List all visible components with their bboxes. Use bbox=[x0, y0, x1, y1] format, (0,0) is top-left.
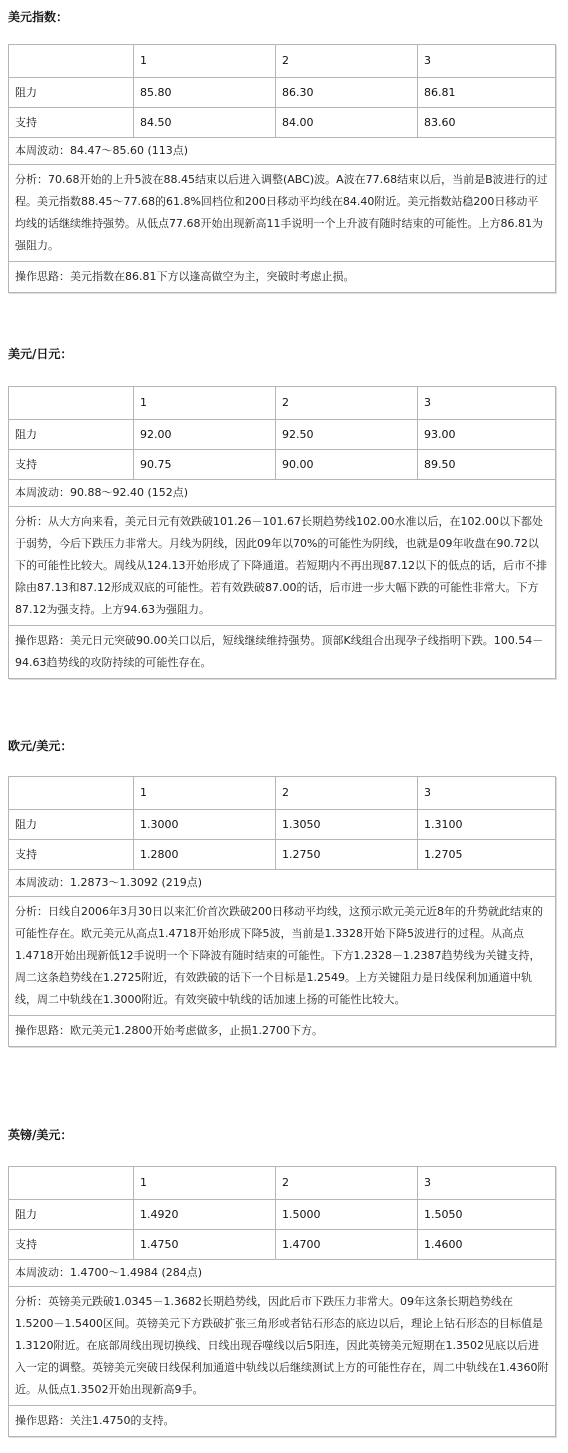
header-cell: 1 bbox=[133, 387, 275, 419]
support-row bbox=[9, 449, 555, 479]
support-row bbox=[9, 1229, 555, 1259]
table-cell: 1.2750 bbox=[275, 840, 417, 869]
strategy-text: 操作思路：欧元美元1.2800开始考虑做多，止损1.2700下方。 bbox=[15, 1024, 323, 1037]
support-row bbox=[9, 107, 555, 137]
resistance-row bbox=[9, 419, 555, 449]
table-cell: 1.2800 bbox=[133, 840, 275, 869]
row-label: 支持 bbox=[15, 847, 37, 861]
header-cell: 1 bbox=[133, 777, 275, 809]
resistance-row bbox=[9, 1199, 555, 1229]
table-header-row bbox=[9, 1167, 555, 1199]
header-cell: 2 bbox=[275, 387, 417, 419]
analysis-row bbox=[9, 164, 555, 261]
table-cell: 1.5050 bbox=[417, 1200, 555, 1229]
quote-table-usd-jpy bbox=[8, 386, 556, 679]
analysis-text: 分析：英镑美元跌破1.0345－1.3682长期趋势线，因此后市下跌压力非常大。09年这条长期趋势线在1.5200－1.5400区间。英镑美元下方跌破扩张三角形或者钻石形态的底边以后，理论上钻石形态的目标值是1.3120附近。在底部周线出现切换线、日线出现吞噬线以后5阳连，因此英镑美元短期在1.3502见底以后进入一定的调整。英镑美元突破日线保利加通道中轨线以后继续测试上方的可能性存在，周二中轨线在1.4360附近。从低点1.3502开始出现新高9手。 bbox=[15, 1295, 549, 1396]
header-cell bbox=[9, 387, 133, 419]
table-cell: 1.4600 bbox=[417, 1230, 555, 1259]
strategy-text: 操作思路：美元指数在86.81下方以逢高做空为主，突破时考虑止损。 bbox=[15, 270, 355, 283]
header-cell: 1 bbox=[133, 45, 275, 77]
row-label: 支持 bbox=[15, 457, 37, 471]
table-cell: 90.75 bbox=[133, 450, 275, 479]
header-cell bbox=[9, 1167, 133, 1199]
row-label: 支持 bbox=[15, 1237, 37, 1251]
section-title-eur-usd: 欧元/美元： bbox=[8, 739, 73, 753]
table-cell: 84.00 bbox=[275, 108, 417, 137]
resistance-row bbox=[9, 809, 555, 839]
section-title-usd-jpy: 美元/日元： bbox=[8, 347, 73, 361]
strategy-text: 操作思路：关注1.4750的支持。 bbox=[15, 1414, 175, 1427]
weekly-range-row bbox=[9, 479, 555, 506]
header-cell: 2 bbox=[275, 777, 417, 809]
analysis-row bbox=[9, 896, 555, 1015]
table-cell: 92.50 bbox=[275, 420, 417, 449]
weekly-range-row bbox=[9, 1259, 555, 1286]
table-header-row bbox=[9, 45, 555, 77]
table-cell: 1.5000 bbox=[275, 1200, 417, 1229]
header-cell bbox=[9, 45, 133, 77]
table-cell: 86.81 bbox=[417, 78, 555, 107]
analysis-text: 分析：70.68开始的上升5波在88.45结束以后进入调整(ABC)波。A波在77.68结束以后，当前是B波进行的过程。美元指数88.45～77.68的61.8%回档位和200日移动平均线在84.40附近。美元指数站稳200日移动平均线的话继续维持强势。从低点77.68开始出现新高11手说明一个上升波有随时结束的可能性。上方86.81为强阻力。 bbox=[15, 173, 548, 252]
quote-table-usd-index bbox=[8, 44, 556, 293]
header-cell bbox=[9, 777, 133, 809]
row-label: 阻力 bbox=[15, 427, 37, 441]
strategy-row bbox=[9, 1015, 555, 1046]
table-cell: 1.4920 bbox=[133, 1200, 275, 1229]
table-cell: 1.2705 bbox=[417, 840, 555, 869]
quote-table-gbp-usd bbox=[8, 1166, 556, 1437]
strategy-row bbox=[9, 261, 555, 292]
table-cell: 92.00 bbox=[133, 420, 275, 449]
row-label: 支持 bbox=[15, 115, 37, 129]
weekly-range: 本周波动：1.4700～1.4984 (284点) bbox=[15, 1266, 203, 1279]
table-cell: 1.4750 bbox=[133, 1230, 275, 1259]
section-title-usd-index: 美元指数： bbox=[8, 10, 69, 24]
header-cell: 3 bbox=[417, 777, 555, 809]
table-cell: 89.50 bbox=[417, 450, 555, 479]
table-header-row bbox=[9, 387, 555, 419]
row-label: 阻力 bbox=[15, 1207, 37, 1221]
support-row bbox=[9, 839, 555, 869]
header-cell: 2 bbox=[275, 45, 417, 77]
quote-table-eur-usd bbox=[8, 776, 556, 1047]
strategy-row bbox=[9, 1405, 555, 1436]
strategy-row bbox=[9, 625, 555, 678]
table-header-row bbox=[9, 777, 555, 809]
weekly-range: 本周波动：1.2873～1.3092 (219点) bbox=[15, 876, 203, 889]
table-cell: 84.50 bbox=[133, 108, 275, 137]
header-cell: 2 bbox=[275, 1167, 417, 1199]
weekly-range-row bbox=[9, 137, 555, 164]
table-cell: 1.3100 bbox=[417, 810, 555, 839]
table-cell: 86.30 bbox=[275, 78, 417, 107]
header-cell: 1 bbox=[133, 1167, 275, 1199]
strategy-text: 操作思路：美元日元突破90.00关口以后，短线继续维持强势。顶部K线组合出现孕子线指明下跌。100.54－94.63趋势线的攻防持续的可能性存在。 bbox=[15, 634, 544, 669]
table-cell: 1.4700 bbox=[275, 1230, 417, 1259]
analysis-text: 分析：从大方向来看，美元日元有效跌破101.26－101.67长期趋势线102.00水准以后，在102.00以下都处于弱势，今后下跌压力非常大。月线为阴线，因此09年以70%的可能性为阴线，也就是09年收盘在90.72以下的可能性比较大。周线从124.13开始形成了下降通道。若短期内不再出现87.12以下的低点的话，后市不排除由87.13和87.12形成双底的可能性。若有效跌破87.00的话，后市进一步大幅下跌的可能性非常大。下方87.12为强支持。上方94.63为强阻力。 bbox=[15, 515, 547, 616]
row-label: 阻力 bbox=[15, 85, 37, 99]
weekly-range-row bbox=[9, 869, 555, 896]
table-cell: 83.60 bbox=[417, 108, 555, 137]
table-cell: 93.00 bbox=[417, 420, 555, 449]
table-cell: 90.00 bbox=[275, 450, 417, 479]
analysis-row bbox=[9, 1286, 555, 1405]
header-cell: 3 bbox=[417, 387, 555, 419]
table-cell: 1.3050 bbox=[275, 810, 417, 839]
header-cell: 3 bbox=[417, 45, 555, 77]
row-label: 阻力 bbox=[15, 817, 37, 831]
table-cell: 1.3000 bbox=[133, 810, 275, 839]
section-title-gbp-usd: 英镑/美元： bbox=[8, 1128, 73, 1142]
header-cell: 3 bbox=[417, 1167, 555, 1199]
analysis-text: 分析：日线自2006年3月30日以来汇价首次跌破200日移动平均线，这预示欧元美元近8年的升势就此结束的可能性存在。欧元美元从高点1.4718开始形成下降5波，当前是1.3328开始下降5波进行的过程。从高点1.4718开始出现新低12手说明一个下降波有随时结束的可能性。下方1.2328－1.2387趋势线为关键支持，周二这条趋势线在1.2725附近，有效跌破的话下一个目标是1.2549。上方关键阻力是日线保利加通道中轨线，周二中轨线在1.3000附近。有效突破中轨线的话加速上扬的可能性比较大。 bbox=[15, 905, 543, 1006]
table-cell: 85.80 bbox=[133, 78, 275, 107]
weekly-range: 本周波动：84.47～85.60 (113点) bbox=[15, 144, 189, 157]
analysis-row bbox=[9, 506, 555, 625]
resistance-row bbox=[9, 77, 555, 107]
weekly-range: 本周波动：90.88～92.40 (152点) bbox=[15, 486, 189, 499]
